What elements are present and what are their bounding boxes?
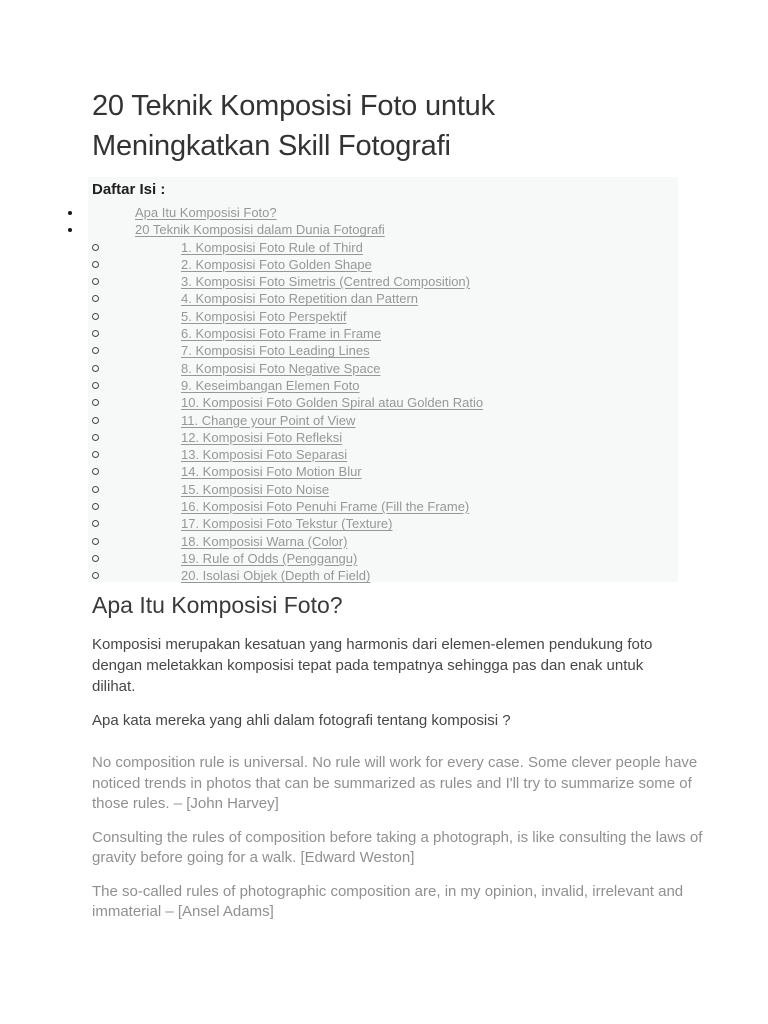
- toc-link[interactable]: 18. Komposisi Warna (Color): [181, 533, 348, 549]
- toc-item: [88, 550, 678, 567]
- circle-bullet-icon: [92, 399, 99, 406]
- section-heading: Apa Itu Komposisi Foto?: [92, 592, 343, 618]
- toc-item: [88, 325, 678, 342]
- circle-bullet-icon: [92, 278, 99, 285]
- circle-bullet-icon: [92, 503, 99, 510]
- toc-item: [88, 498, 678, 515]
- circle-bullet-icon: [92, 365, 99, 372]
- toc-item: [88, 256, 678, 273]
- intro-paragraph: Komposisi merupakan kesatuan yang harmonis dari elemen-elemen pendukung foto dengan meletakkan komposisi tepat pada tempatnya sehingga pas dan enak untuk dilihat.: [92, 636, 653, 695]
- toc-link[interactable]: 6. Komposisi Foto Frame in Frame: [181, 326, 382, 342]
- circle-bullet-icon: [92, 555, 99, 562]
- circle-bullet-icon: [92, 572, 99, 579]
- toc-item: [88, 204, 678, 221]
- toc-item: [88, 290, 678, 307]
- circle-bullet-icon: [92, 468, 99, 475]
- circle-bullet-icon: [92, 295, 99, 302]
- toc-item: [88, 515, 678, 532]
- circle-bullet-icon: [92, 451, 99, 458]
- toc-item: [88, 394, 678, 411]
- toc-link[interactable]: 19. Rule of Odds (Penggangu): [181, 550, 358, 566]
- toc-item: [88, 273, 678, 290]
- document-title: 20 Teknik Komposisi Foto untuk Meningkatkan Skill Fotografi: [92, 90, 495, 162]
- toc-link[interactable]: 11. Change your Point of View: [181, 412, 356, 428]
- disc-bullet-icon: [68, 211, 72, 215]
- toc-item: [88, 533, 678, 550]
- quote-paragraph: Consulting the rules of composition before taking a photograph, is like consulting the laws of gravity before going for a walk. [Edward Weston]: [92, 828, 703, 866]
- toc-link[interactable]: Apa Itu Komposisi Foto?: [135, 205, 277, 220]
- toc-link[interactable]: 2. Komposisi Foto Golden Shape: [181, 256, 372, 272]
- toc-link[interactable]: 17. Komposisi Foto Tekstur (Texture): [181, 516, 393, 532]
- circle-bullet-icon: [92, 486, 99, 493]
- disc-bullet-icon: [68, 228, 72, 232]
- toc-item: [88, 360, 678, 377]
- circle-bullet-icon: [92, 417, 99, 424]
- toc-link[interactable]: 9. Keseimbangan Elemen Foto: [181, 377, 360, 393]
- toc-link[interactable]: 12. Komposisi Foto Refleksi: [181, 429, 343, 445]
- toc-link[interactable]: 4. Komposisi Foto Repetition dan Pattern: [181, 291, 419, 307]
- quote-paragraph: No composition rule is universal. No rule will work for every case. Some clever people have noticed trends in photos that can be summarized as rules and I'll try to summarize some of those rules. – [John Harvey]: [92, 754, 698, 812]
- toc-link[interactable]: 13. Komposisi Foto Separasi: [181, 447, 348, 463]
- circle-bullet-icon: [92, 261, 99, 268]
- toc-link[interactable]: 1. Komposisi Foto Rule of Third: [181, 239, 363, 255]
- circle-bullet-icon: [92, 520, 99, 527]
- question-paragraph: Apa kata mereka yang ahli dalam fotografi tentang komposisi ?: [92, 712, 511, 729]
- circle-bullet-icon: [92, 313, 99, 320]
- toc-item: [88, 239, 678, 256]
- quote-paragraph: The so-called rules of photographic composition are, in my opinion, invalid, irrelevant and immaterial – [Ansel Adams]: [92, 882, 684, 920]
- toc-item: [88, 446, 678, 463]
- toc-item: [88, 429, 678, 446]
- toc-item: [88, 463, 678, 480]
- toc-item: [88, 342, 678, 359]
- table-of-contents: [88, 177, 678, 582]
- circle-bullet-icon: [92, 538, 99, 545]
- toc-list: [88, 204, 678, 585]
- circle-bullet-icon: [92, 347, 99, 354]
- circle-bullet-icon: [92, 330, 99, 337]
- toc-item: [88, 481, 678, 498]
- toc-item: [88, 221, 678, 238]
- toc-item: [88, 412, 678, 429]
- toc-link[interactable]: 20. Isolasi Objek (Depth of Field): [181, 568, 371, 584]
- circle-bullet-icon: [92, 244, 99, 251]
- quotes-block: [92, 753, 704, 936]
- toc-link[interactable]: 5. Komposisi Foto Perspektif: [181, 308, 347, 324]
- toc-link[interactable]: 7. Komposisi Foto Leading Lines: [181, 343, 370, 359]
- toc-link[interactable]: 10. Komposisi Foto Golden Spiral atau Golden Ratio: [181, 395, 484, 411]
- toc-item: [88, 377, 678, 394]
- toc-link[interactable]: 8. Komposisi Foto Negative Space: [181, 360, 381, 376]
- toc-item: [88, 567, 678, 584]
- circle-bullet-icon: [92, 382, 99, 389]
- toc-heading: Daftar Isi :: [92, 181, 166, 198]
- circle-bullet-icon: [92, 434, 99, 441]
- toc-link[interactable]: 15. Komposisi Foto Noise: [181, 481, 330, 497]
- toc-link[interactable]: 20 Teknik Komposisi dalam Dunia Fotografi: [135, 222, 385, 238]
- toc-link[interactable]: 3. Komposisi Foto Simetris (Centred Composition): [181, 274, 470, 290]
- toc-link[interactable]: 16. Komposisi Foto Penuhi Frame (Fill the Frame): [181, 499, 470, 515]
- toc-item: [88, 308, 678, 325]
- toc-link[interactable]: 14. Komposisi Foto Motion Blur: [181, 464, 362, 480]
